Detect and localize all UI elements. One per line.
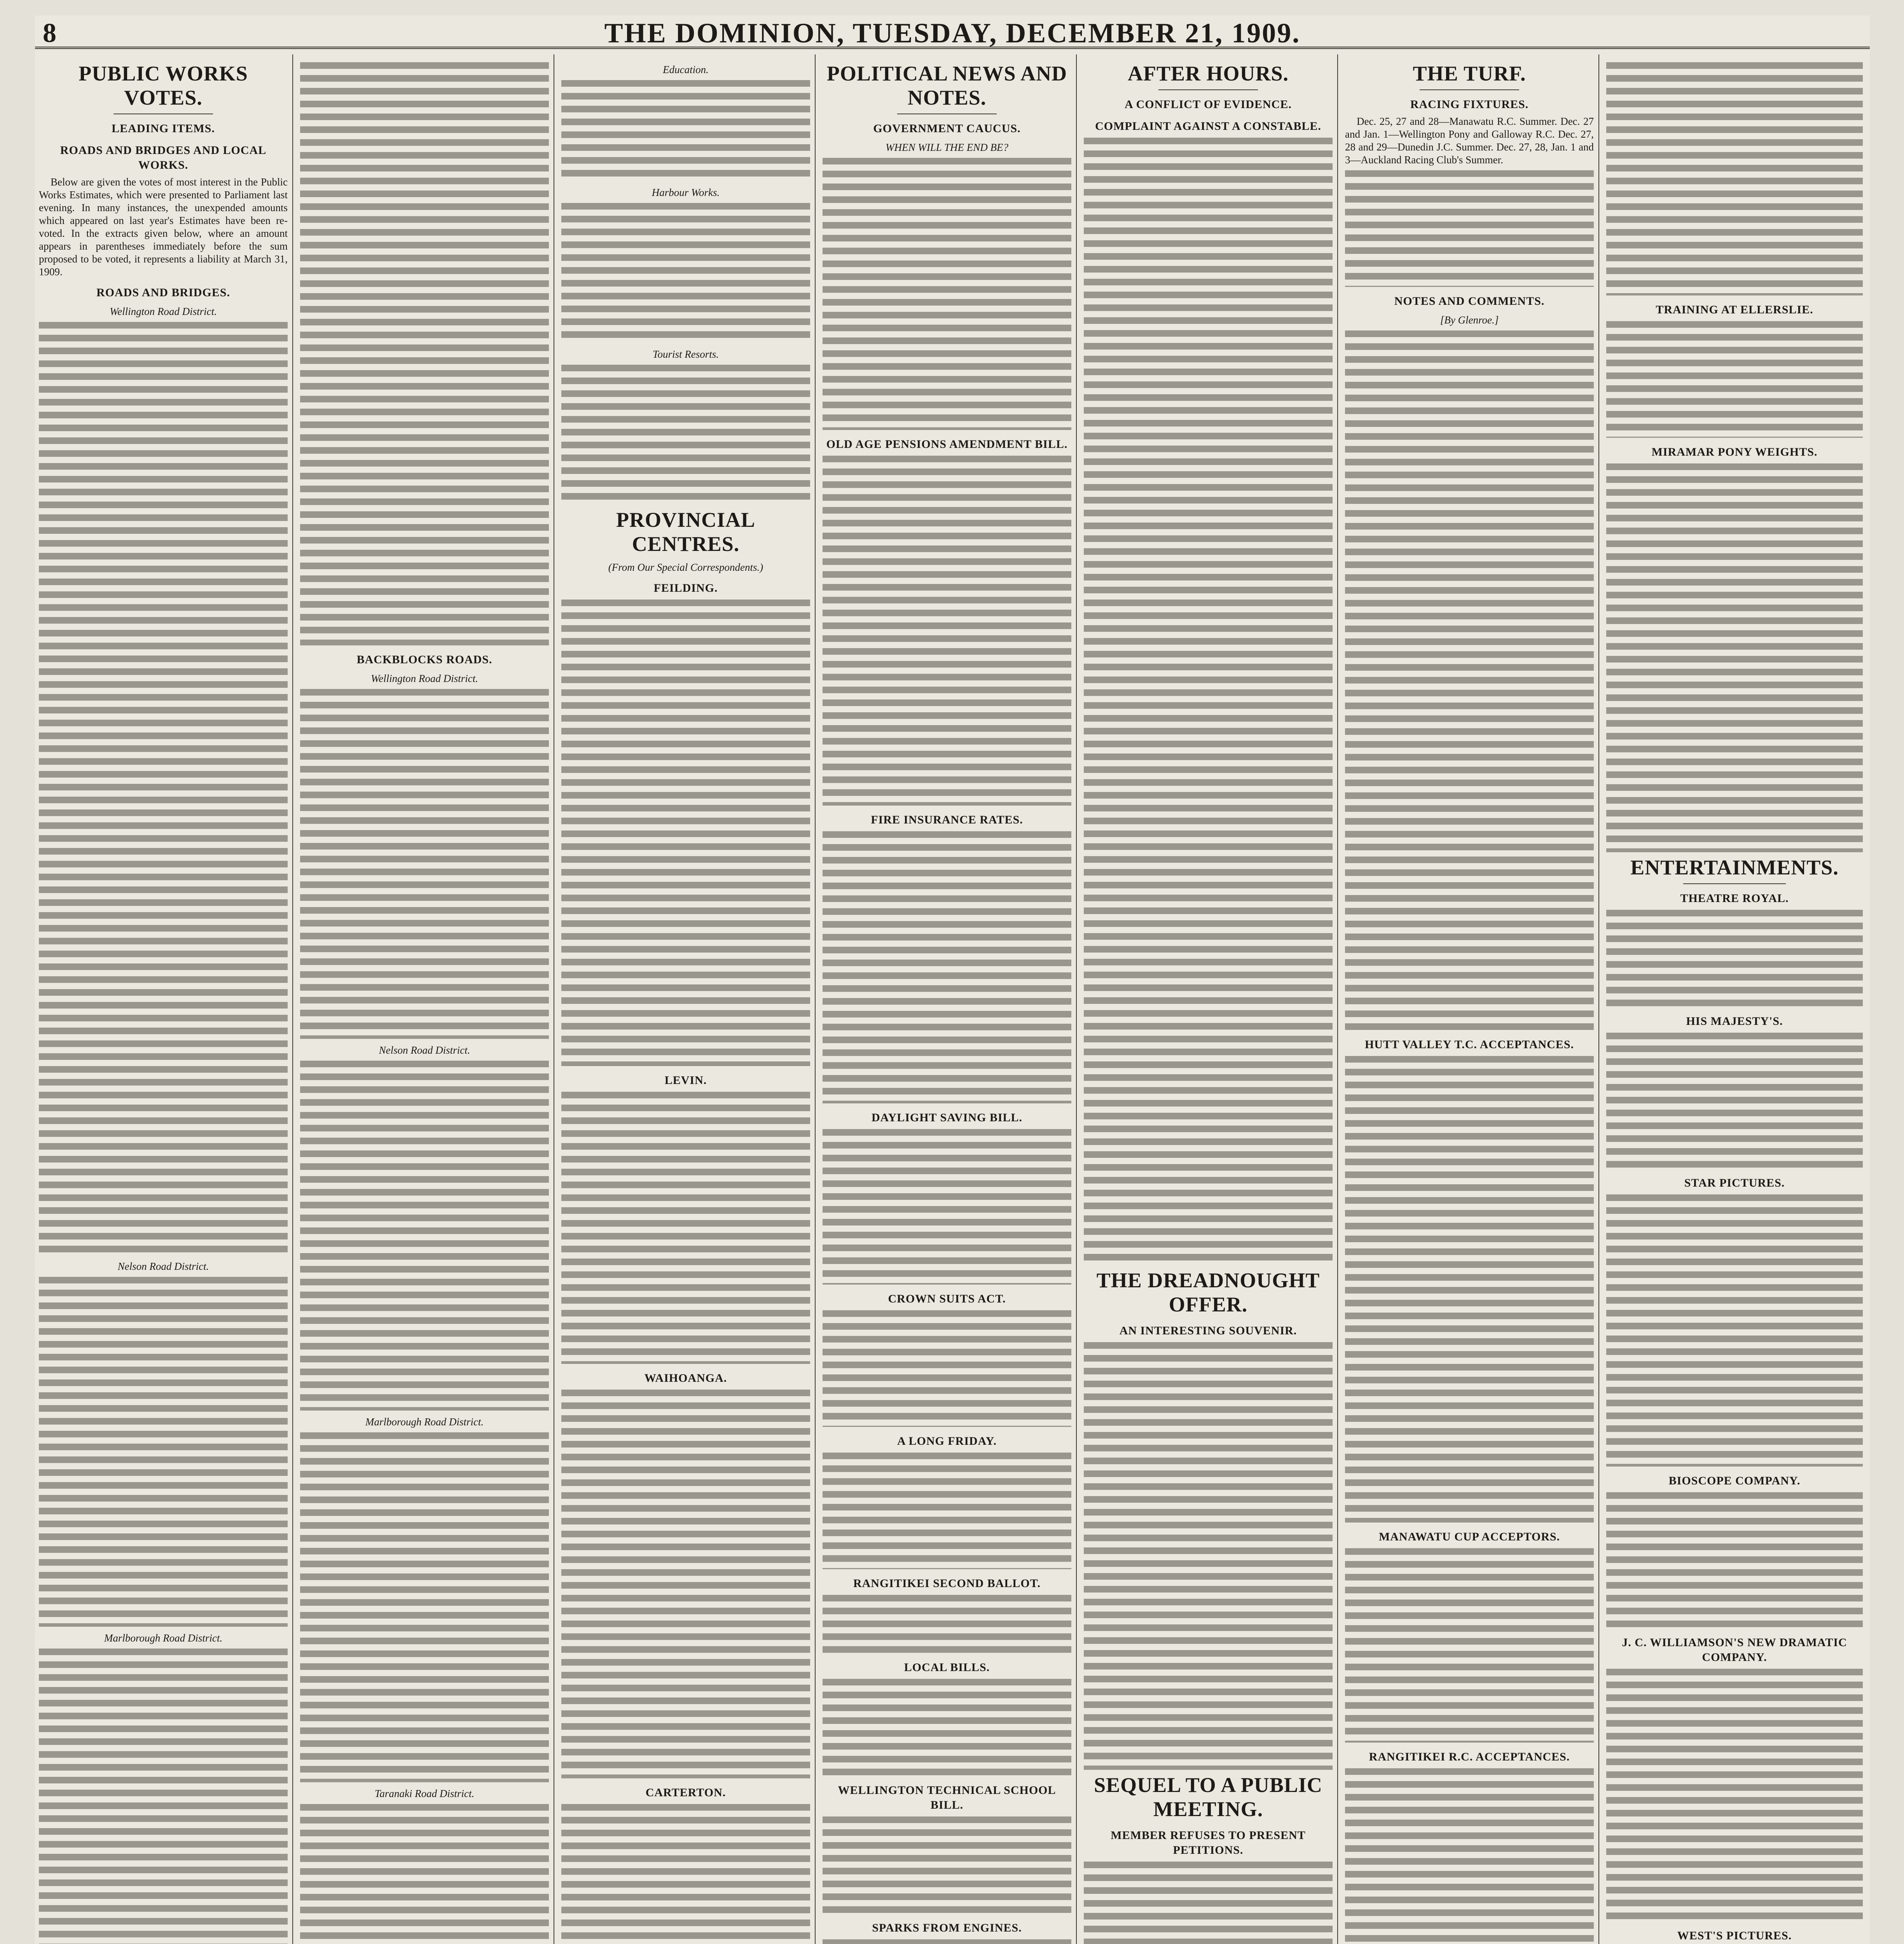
subheading: FEILDING. — [653, 582, 718, 594]
newspaper-page — [35, 16, 1870, 1944]
subheading: MEMBER REFUSES TO PRESENT PETITIONS. — [1111, 1829, 1306, 1857]
text-block — [823, 1453, 1071, 1569]
subheading: NOTES AND COMMENTS. — [1394, 295, 1545, 308]
text-block — [300, 1804, 549, 1944]
column-4 — [823, 58, 1071, 1944]
subheading: J. C. WILLIAMSON'S NEW DRAMATIC COMPANY. — [1622, 1636, 1847, 1664]
subheading: LEADING ITEMS. — [112, 122, 215, 135]
subheading: DAYLIGHT SAVING BILL. — [871, 1111, 1023, 1124]
subheading: WELLINGTON TECHNICAL SCHOOL BILL. — [838, 1784, 1056, 1811]
text-block — [561, 1804, 810, 1944]
text-block — [39, 322, 288, 1255]
column-2 — [300, 58, 549, 1944]
subheading: THEATRE ROYAL. — [1680, 892, 1789, 905]
text-block — [823, 1939, 1071, 1944]
subheading: WEST'S PICTURES. — [1677, 1929, 1792, 1942]
column-5 — [1084, 58, 1333, 1944]
text-block — [823, 158, 1071, 430]
column-rule — [1076, 54, 1077, 1944]
subheading: HIS MAJESTY'S. — [1686, 1015, 1783, 1028]
text-block — [1606, 1492, 1863, 1628]
subheading: HUTT VALLEY T.C. ACCEPTANCES. — [1364, 1038, 1574, 1051]
subheading: LEVIN. — [664, 1074, 707, 1087]
text-block — [1345, 1768, 1594, 1944]
text-block — [1606, 1194, 1863, 1467]
subheading: BIOSCOPE COMPANY. — [1668, 1474, 1801, 1487]
text-block — [39, 1649, 288, 1944]
subheading: WAIHOANGA. — [644, 1372, 727, 1385]
column-1 — [39, 58, 288, 1944]
text-block — [1084, 138, 1333, 1265]
subheading: LOCAL BILLS. — [904, 1661, 990, 1674]
district-heading: Marlborough Road District. — [104, 1632, 223, 1644]
subheading: TRAINING AT ELLERSLIE. — [1656, 303, 1813, 316]
district-heading: Marlborough Road District. — [365, 1416, 484, 1428]
district-heading: Taranaki Road District. — [374, 1788, 475, 1799]
district-heading: Tourist Resorts. — [652, 348, 719, 360]
district-heading: WHEN WILL THE END BE? — [885, 142, 1008, 153]
text-block — [1606, 910, 1863, 1007]
subheading: A LONG FRIDAY. — [897, 1435, 997, 1448]
district-heading: Wellington Road District. — [110, 306, 217, 317]
text-block — [300, 1432, 549, 1782]
article-heading: AFTER HOURS. — [1127, 62, 1289, 85]
text-block — [1606, 321, 1863, 438]
page-number: 8 — [43, 18, 56, 48]
byline: (From Our Special Correspondents.) — [608, 561, 763, 573]
text-block — [1606, 1669, 1863, 1921]
text-block — [1345, 170, 1594, 287]
subheading: OLD AGE PENSIONS AMENDMENT BILL. — [826, 438, 1068, 451]
article-heading: PUBLIC WORKS VOTES. — [79, 62, 248, 109]
text-block — [823, 1816, 1071, 1914]
subheading: ROADS AND BRIDGES. — [96, 286, 230, 299]
text-block — [561, 600, 810, 1066]
subheading: SPARKS FROM ENGINES. — [872, 1921, 1022, 1934]
subheading: GOVERNMENT CAUCUS. — [873, 122, 1021, 135]
text-block — [1345, 330, 1594, 1030]
subheading: RANGITIKEI SECOND BALLOT. — [853, 1577, 1041, 1590]
text-block — [300, 62, 549, 645]
subheading: STAR PICTURES. — [1684, 1177, 1785, 1189]
subheading: AN INTERESTING SOUVENIR. — [1119, 1324, 1297, 1337]
article-heading: THE TURF. — [1413, 62, 1526, 85]
article-intro: Below are given the votes of most interest in the Public Works Estimates, which were presented to Parliament last evening. In many instances, the unexpended amounts which appeared on last year's Estimates have been re-voted. In the extracts given below, where an amount appears in parentheses immediately before the sum proposed to be voted, it represents a liability at March 31, 1909. — [39, 176, 288, 278]
text-block — [823, 1129, 1071, 1285]
article-heading: POLITICAL NEWS AND NOTES. — [826, 62, 1067, 109]
text-block — [823, 1595, 1071, 1653]
district-heading: Wellington Road District. — [371, 673, 478, 684]
subheading: A CONFLICT OF EVIDENCE. — [1125, 98, 1292, 111]
text-block — [1606, 463, 1863, 852]
article-heading: SEQUEL TO A PUBLIC MEETING. — [1094, 1773, 1322, 1821]
text-block — [561, 1092, 810, 1364]
column-rule — [1598, 54, 1599, 1944]
byline: [By Glenroe.] — [1440, 314, 1499, 326]
text-block — [39, 1277, 288, 1627]
text-block — [1345, 1548, 1594, 1743]
text-block — [561, 365, 810, 505]
text-block — [823, 1679, 1071, 1776]
subheading: RANGITIKEI R.C. ACCEPTANCES. — [1369, 1750, 1570, 1763]
district-heading: Education. — [663, 64, 709, 75]
text-block — [561, 203, 810, 343]
text-block — [1084, 1862, 1333, 1944]
text-block — [1606, 62, 1863, 295]
subheading: FIRE INSURANCE RATES. — [871, 813, 1023, 826]
text-block — [823, 456, 1071, 806]
district-heading: Nelson Road District. — [117, 1260, 209, 1272]
text-block — [1606, 1033, 1863, 1169]
text-block — [1345, 1056, 1594, 1523]
subheading: BACKBLOCKS ROADS. — [356, 653, 493, 666]
article-heading: THE DREADNOUGHT OFFER. — [1096, 1269, 1320, 1316]
newspaper-title: THE DOMINION, TUESDAY, DECEMBER 21, 1909. — [604, 17, 1301, 49]
fixtures-list: Dec. 25, 27 and 28—Manawatu R.C. Summer. Dec. 27 and Jan. 1—Wellington Pony and Galloway R.C. Dec. 27, 28 and 29—Dunedin J.C. Summer. Dec. 27, 28, Jan. 1 and 3—Auckland Racing Club's Summer. — [1345, 115, 1594, 166]
subheading: MIRAMAR PONY WEIGHTS. — [1651, 446, 1818, 458]
column-rule — [292, 54, 293, 1944]
text-block — [300, 1061, 549, 1411]
column-3 — [561, 58, 810, 1944]
text-block — [1084, 1342, 1333, 1770]
text-block — [561, 1390, 810, 1778]
column-6 — [1345, 58, 1594, 1944]
district-heading: Harbour Works. — [652, 187, 720, 198]
masthead — [35, 16, 1870, 49]
subheading: COMPLAINT AGAINST A CONSTABLE. — [1095, 120, 1321, 133]
subheading: CARTERTON. — [645, 1786, 726, 1799]
text-block — [823, 831, 1071, 1103]
column-7 — [1606, 58, 1863, 1944]
subheading: RACING FIXTURES. — [1410, 98, 1529, 111]
text-block — [823, 1310, 1071, 1427]
subheading: CROWN SUITS ACT. — [888, 1292, 1006, 1305]
text-block — [300, 689, 549, 1039]
column-rule — [815, 54, 816, 1944]
district-heading: Nelson Road District. — [379, 1044, 470, 1056]
column-rule — [1337, 54, 1338, 1944]
article-heading: ENTERTAINMENTS. — [1630, 856, 1839, 879]
subheading: MANAWATU CUP ACCEPTORS. — [1378, 1530, 1560, 1543]
text-block — [561, 80, 810, 181]
subheading: ROADS AND BRIDGES AND LOCAL WORKS. — [60, 144, 267, 171]
article-heading: PROVINCIAL CENTRES. — [616, 508, 756, 556]
